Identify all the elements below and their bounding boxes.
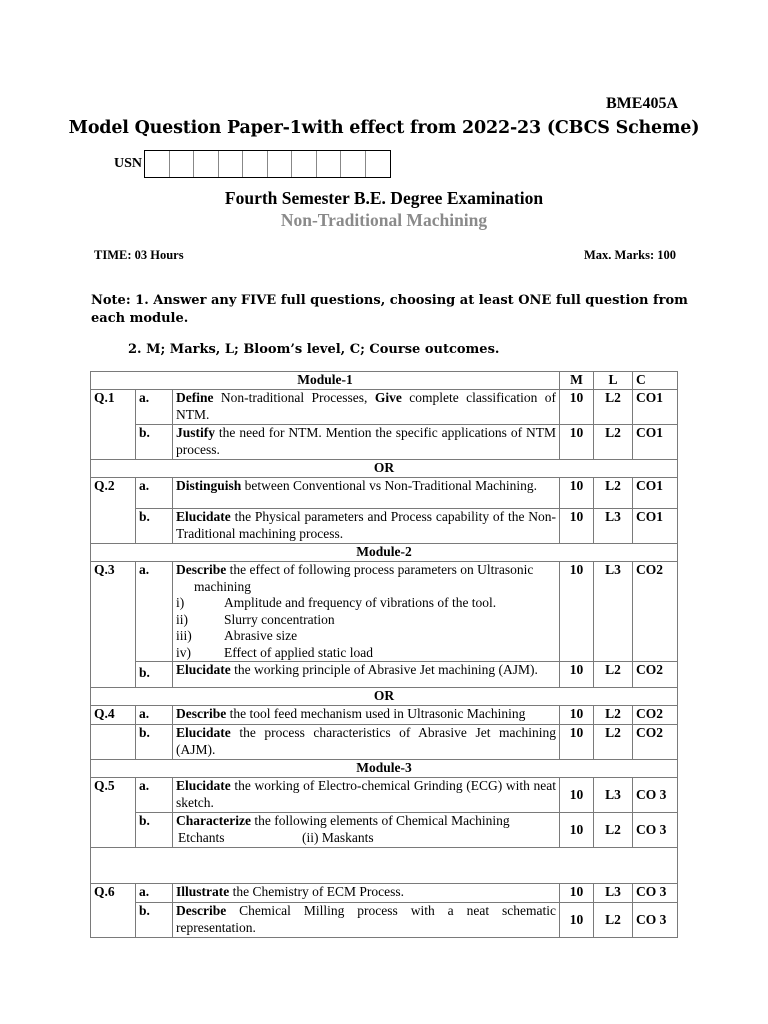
question-number: Q.1 [91, 390, 136, 460]
col-header-l: L [594, 372, 633, 390]
question-body: the effect of following process parameters on Ultrasonic [226, 562, 534, 577]
question-number: Q.3 [91, 562, 136, 688]
table-row [91, 725, 678, 760]
table-row [91, 903, 678, 938]
table-row [91, 562, 678, 662]
co-cell: CO2 [633, 562, 678, 662]
item-text: Amplitude and frequency of vibrations of the tool. [224, 595, 497, 610]
question-text [173, 903, 560, 938]
blank-row [91, 848, 678, 884]
question-body: the Chemistry of ECM Process. [229, 884, 404, 899]
level-cell: L2 [594, 903, 633, 938]
question-number: Q.6 [91, 884, 136, 938]
marks-cell: 10 [560, 478, 594, 509]
marks-cell: 10 [560, 884, 594, 903]
question-text [173, 390, 560, 425]
usn-box [292, 151, 317, 177]
usn-box [243, 151, 268, 177]
note-2: 2. M; Marks, L; Bloom’s level, C; Course outcomes. [128, 342, 500, 357]
item-numeral: iii) [176, 628, 192, 643]
question-text [173, 778, 560, 813]
level-cell: L2 [594, 425, 633, 460]
table-row [91, 884, 678, 903]
table-row [91, 662, 678, 688]
table-row [91, 706, 678, 725]
exam-title: Fourth Semester B.E. Degree Examination [224, 188, 544, 208]
question-keyword: Describe [176, 562, 227, 577]
item-text: Effect of applied static load [224, 644, 373, 660]
co-cell: CO1 [633, 390, 678, 425]
usn-box [194, 151, 219, 177]
co-cell: CO1 [633, 425, 678, 460]
item-text: Slurry concentration [224, 611, 335, 627]
co-cell: CO2 [633, 725, 678, 760]
sub-question: a. [136, 390, 173, 425]
question-number-empty [91, 725, 136, 760]
question-body: the need for NTM. Mention the specific applications of NTM process. [176, 425, 556, 457]
or-label: OR [91, 460, 678, 478]
level-cell: L2 [594, 706, 633, 725]
blank-cell [91, 848, 678, 884]
question-text [173, 478, 560, 509]
item-text: (ii) Maskants [302, 829, 374, 845]
question-body: Non-traditional Processes, [213, 390, 375, 405]
question-text [173, 425, 560, 460]
level-cell: L3 [594, 509, 633, 544]
exam-time: TIME: 03 Hours [94, 248, 184, 262]
co-cell: CO1 [633, 478, 678, 509]
question-body: the following elements of Chemical Machining [250, 813, 510, 828]
module-label: Module-2 [91, 544, 678, 562]
marks-cell: 10 [560, 903, 594, 938]
sub-question: a. [136, 706, 173, 725]
sub-question: b. [136, 662, 173, 688]
marks-cell: 10 [560, 425, 594, 460]
sub-question: b. [136, 813, 173, 848]
marks-cell: 10 [560, 662, 594, 688]
question-keyword: Elucidate [176, 662, 231, 677]
co-cell: CO2 [633, 706, 678, 725]
level-cell: L2 [594, 813, 633, 848]
sub-question: b. [136, 725, 173, 760]
list-item [176, 628, 556, 645]
co-cell: CO 3 [633, 813, 678, 848]
question-keyword: Elucidate [176, 778, 231, 793]
or-row [91, 460, 678, 478]
or-label: OR [91, 688, 678, 706]
level-cell: L3 [594, 778, 633, 813]
sub-question: b. [136, 425, 173, 460]
question-body: the working principle of Abrasive Jet machining (AJM). [230, 662, 538, 677]
item-text: Etchants [178, 829, 225, 845]
question-keyword: Illustrate [176, 884, 230, 899]
item-numeral: iv) [176, 644, 191, 660]
usn-box [317, 151, 342, 177]
sub-question: b. [136, 903, 173, 938]
table-row [91, 509, 678, 544]
or-row [91, 688, 678, 706]
table-row [91, 778, 678, 813]
sub-question: a. [136, 478, 173, 509]
question-body: Chemical Milling process with a neat schematic representation. [176, 903, 556, 935]
marks-cell: 10 [560, 509, 594, 544]
usn-row [114, 150, 391, 177]
table-row [91, 390, 678, 425]
level-cell: L2 [594, 478, 633, 509]
usn-box [219, 151, 244, 177]
marks-cell: 10 [560, 778, 594, 813]
max-marks: Max. Marks: 100 [584, 248, 676, 262]
co-cell: CO1 [633, 509, 678, 544]
question-number: Q.2 [91, 478, 136, 544]
usn-box [341, 151, 366, 177]
sub-question: a. [136, 778, 173, 813]
item-numeral: ii) [176, 611, 188, 627]
question-body: the tool feed mechanism used in Ultrasonic Machining [226, 706, 526, 721]
parameter-list [176, 595, 556, 661]
list-item [176, 612, 556, 629]
question-keyword: Characterize [176, 813, 251, 828]
sub-question: a. [136, 884, 173, 903]
marks-cell: 10 [560, 813, 594, 848]
level-cell: L3 [594, 884, 633, 903]
module-header-row [91, 760, 678, 778]
question-keyword: Elucidate [176, 725, 231, 740]
usn-box [145, 151, 170, 177]
usn-box [366, 151, 391, 177]
question-text [173, 562, 560, 662]
question-body: machining [194, 578, 251, 594]
module-header-row [91, 544, 678, 562]
sub-question: b. [136, 509, 173, 544]
question-keyword: Distinguish [176, 478, 242, 493]
marks-cell: 10 [560, 706, 594, 725]
list-item [176, 645, 556, 662]
usn-boxes [144, 150, 391, 178]
subject-title: Non-Traditional Machining [280, 210, 488, 230]
col-header-c: C [633, 372, 678, 390]
co-cell: CO 3 [633, 903, 678, 938]
list-item [176, 595, 556, 612]
usn-label: USN [114, 155, 143, 171]
question-number: Q.4 [91, 706, 136, 725]
question-text [173, 725, 560, 760]
question-keyword: Give [374, 390, 402, 405]
level-cell: L3 [594, 562, 633, 662]
question-text [173, 884, 560, 903]
question-text [173, 509, 560, 544]
question-number: Q.5 [91, 778, 136, 848]
question-keyword: Define [176, 390, 214, 405]
usn-box [268, 151, 293, 177]
table-row [91, 813, 678, 848]
question-body: the working of Electro-chemical Grinding (ECG) with neat sketch. [176, 778, 556, 810]
question-keyword: Justify [176, 425, 216, 440]
question-body: the process characteristics of Abrasive Jet machining (AJM). [176, 725, 556, 757]
note-1: Note: 1. Answer any FIVE full questions, choosing at least ONE full question from each module. [91, 293, 688, 326]
module-header-row [91, 372, 678, 390]
questions-table [90, 371, 678, 938]
question-keyword: Describe [176, 903, 227, 918]
question-keyword: Describe [176, 706, 227, 721]
question-body: between Conventional vs Non-Traditional Machining. [241, 478, 537, 493]
level-cell: L2 [594, 390, 633, 425]
co-cell: CO2 [633, 662, 678, 688]
module-label: Module-3 [91, 760, 678, 778]
table-row [91, 478, 678, 509]
course-code: BME405A [606, 95, 678, 112]
question-keyword: Elucidate [176, 509, 231, 524]
item-numeral: i) [176, 595, 185, 610]
marks-cell: 10 [560, 390, 594, 425]
question-body: complete classification of NTM. [176, 390, 557, 422]
co-cell: CO 3 [633, 884, 678, 903]
module-label: Module-1 [91, 372, 560, 390]
question-text [173, 813, 560, 848]
table-row [91, 425, 678, 460]
level-cell: L2 [594, 662, 633, 688]
item-text: Abrasive size [224, 628, 298, 643]
level-cell: L2 [594, 725, 633, 760]
sub-question: a. [136, 562, 173, 662]
col-header-m: M [560, 372, 594, 390]
paper-title: Model Question Paper-1with effect from 2022-23 (CBCS Scheme) [68, 118, 700, 138]
question-text [173, 706, 560, 725]
co-cell: CO 3 [633, 778, 678, 813]
question-text [173, 662, 560, 688]
usn-box [170, 151, 195, 177]
question-body: the Physical parameters and Process capability of the Non-Traditional machining process. [176, 509, 556, 541]
marks-cell: 10 [560, 562, 594, 662]
marks-cell: 10 [560, 725, 594, 760]
